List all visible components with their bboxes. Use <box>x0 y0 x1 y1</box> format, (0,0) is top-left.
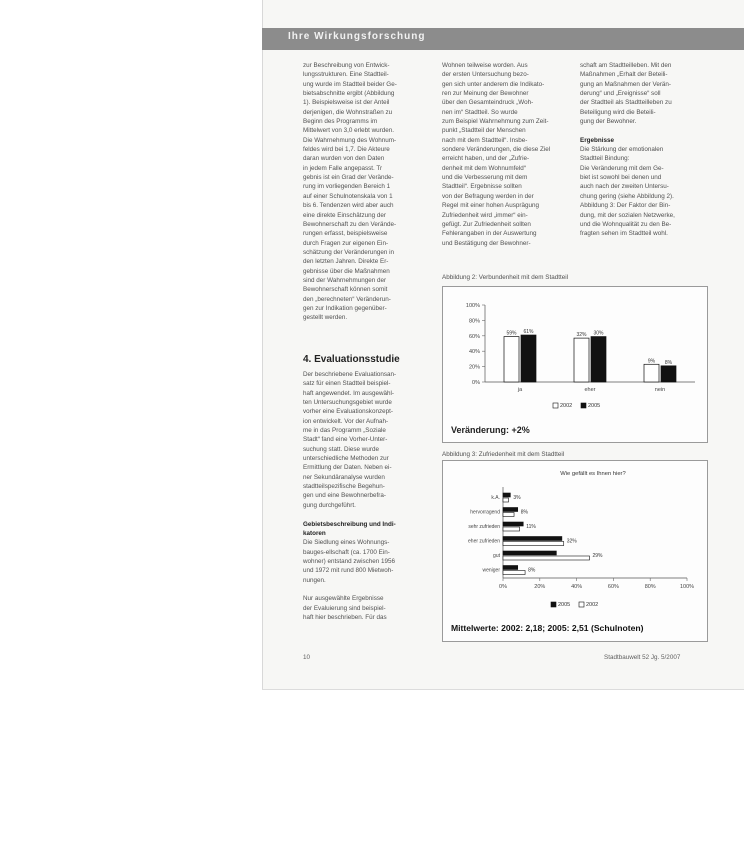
text-line: Die Stärkung der emotionalen <box>580 146 664 154</box>
bar-2002-gut <box>503 556 589 560</box>
data-label: 9% <box>647 358 656 365</box>
data-label: 32% <box>576 332 587 339</box>
text-line: Wohnen teilweise worden. Aus <box>442 62 528 69</box>
x-tick-label: eher <box>584 387 596 393</box>
text-line: erreicht haben, und der „Zufrie- <box>442 155 530 163</box>
figure-3-chart <box>442 460 708 642</box>
text-line: Maßnahmen „Erhalt der Beteili- <box>580 71 668 79</box>
x-tick-label: ja <box>517 387 523 393</box>
bar-2005-ja <box>521 335 536 382</box>
text-line: unterschiedliche Methoden zur <box>303 455 389 463</box>
text-line: von der Befragung werden in der <box>442 192 534 200</box>
chart-title: Wie gefällt es Ihnen hier? <box>560 471 626 477</box>
bar-2002-eher <box>574 338 589 382</box>
x-tick-label: 0% <box>499 584 507 590</box>
x-tick-label: 80% <box>644 584 656 590</box>
text-line: Regel mit einer hohen Ausprägung <box>442 202 539 210</box>
page-edge <box>262 0 263 690</box>
page-number: 10 <box>303 654 311 661</box>
text-line: gestellt werden. <box>303 314 348 322</box>
legend-swatch <box>551 602 556 607</box>
text-line: nach mit dem Stadtteil“. Insbe- <box>442 136 528 144</box>
data-label: 32% <box>566 538 577 545</box>
text-line: und 1972 mit rund 800 Mietwoh- <box>303 567 394 575</box>
text-line: chung gering (siehe Abbildung 2). <box>580 192 674 200</box>
page-header-title: Ihre Wirkungsforschung <box>288 31 426 42</box>
text-line: der ersten Untersuchung bezo- <box>442 71 529 79</box>
figure-3-result: Mittelwerte: 2002: 2,18; 2005: 2,51 (Schulnoten) <box>451 623 644 633</box>
text-line: gefügt. Zur Zufriedenheit sollten <box>442 220 531 228</box>
text-line: haft angewendet. Im ausgewähl- <box>303 389 395 397</box>
legend-label: 2002 <box>586 602 599 608</box>
journal-footer: Stadtbauwelt 52 Jg. 5/2007 <box>604 654 681 661</box>
text-line: Beginn des Programms im <box>303 118 378 126</box>
spacer <box>303 510 430 519</box>
text-line: ten Untersuchungsgebiet wurde <box>303 399 392 407</box>
text-line: der Stadtteil als Stadtteilleben zu <box>580 99 672 107</box>
y-tick-label: k.A. <box>491 495 500 501</box>
x-tick-label: 20% <box>534 584 546 590</box>
legend-swatch <box>581 403 586 408</box>
text-line: suchung statt. Diese wurde <box>303 445 379 453</box>
section-heading: 4. Evaluationsstudie <box>303 354 400 365</box>
text-line: Fehlerangaben in der Auswertung <box>442 230 537 238</box>
text-line: Gebietsbeschreibung und Indi- <box>303 520 396 528</box>
text-line: vorher eine Evaluationskonzept- <box>303 408 393 416</box>
y-tick-label: hervorragend <box>470 509 500 516</box>
text-line: den „berechneten“ Veränderun- <box>303 295 391 303</box>
text-line: dung, mit der sozialen Netzwerke, <box>580 211 675 219</box>
text-line: derjenigen, die Wohnstraßen zu <box>303 108 393 116</box>
y-tick-label: 0% <box>472 380 480 386</box>
bar-2005-nein <box>661 366 676 382</box>
text-line: gen zur Indikation gegenüber- <box>303 304 387 312</box>
data-label: 8% <box>528 567 536 574</box>
column-2-text <box>442 61 569 248</box>
spacer <box>580 126 707 135</box>
legend-swatch <box>553 403 558 408</box>
figure-2-svg <box>443 287 707 442</box>
figure-2-chart <box>442 286 708 443</box>
data-label: 59% <box>506 330 517 337</box>
text-line: über den Gesamteindruck „Woh- <box>442 99 534 107</box>
text-line: katoren <box>303 529 326 537</box>
text-line: sondere Veränderungen, die diese Ziel <box>442 146 551 154</box>
bar-2002-eher zufrieden <box>503 542 564 546</box>
text-line: nen im“ Stadtteil. So wurde <box>442 108 518 116</box>
text-line: gen und eine Bewohnerbefra- <box>303 492 386 500</box>
data-label: 30% <box>593 330 604 337</box>
bar-2005-weniger <box>503 566 518 570</box>
bar-2002-weniger <box>503 571 525 575</box>
y-tick-label: weniger <box>482 567 500 574</box>
figure-3-caption: Abbildung 3: Zufriedenheit mit dem Stadtteil <box>442 451 565 458</box>
text-line: eine direkte Einschätzung der <box>303 211 386 219</box>
text-line: ion entwickelt. Vor der Aufnah- <box>303 417 389 425</box>
text-line: Bewohnerschaft zu den Verände- <box>303 220 397 228</box>
text-line: Bewohnerschaft können somit <box>303 286 388 294</box>
text-line: in jedem Falle angepasst. Tr <box>303 164 383 172</box>
text-line: biet ist sowohl bei denen und <box>580 174 662 182</box>
text-line: Der beschriebene Evaluationsan- <box>303 371 397 378</box>
data-label: 61% <box>523 329 534 336</box>
column-3-text <box>580 61 707 239</box>
data-label: 11% <box>526 524 536 530</box>
text-line: Mittelwert von 3,0 erlebt wurden. <box>303 127 394 135</box>
text-line: gung an Maßnahmen der Verän- <box>580 80 672 88</box>
text-line: und die Verbesserung mit dem <box>442 174 528 182</box>
data-label: 29% <box>592 553 603 559</box>
text-line: Zufriedenheit wird „immer“ ein- <box>442 211 528 219</box>
text-line: durch Fragen zur eigenen Ein- <box>303 239 389 247</box>
text-line: Die Veränderung mit dem Ge- <box>580 164 664 172</box>
figure-2-caption: Abbildung 2: Verbundenheit mit dem Stadtteil <box>442 274 569 281</box>
y-tick-label: 80% <box>468 318 480 325</box>
figure-3-svg <box>443 461 707 641</box>
text-line: und die Wohnqualität zu den Be- <box>580 220 672 228</box>
bar-2002-hervorragend <box>503 513 514 517</box>
bar-2002-nein <box>644 364 659 382</box>
text-line: nungen. <box>303 576 326 584</box>
bar-2005-eher <box>591 337 606 382</box>
text-line: Die Wahrnehmung des Wohnum- <box>303 136 397 144</box>
text-line: gebnis ist ein Grad der Verände- <box>303 174 394 182</box>
text-line: bis 6. Tendenzen wird aber auch <box>303 202 394 210</box>
text-line: Beteiligung wird die Beteili- <box>580 108 656 116</box>
data-label: 8% <box>664 359 673 366</box>
bar-2002-k.A. <box>503 498 509 502</box>
text-line: schaft am Stadtteilleben. Mit den <box>580 62 672 69</box>
legend-label: 2005 <box>558 602 571 608</box>
text-line: den letzten Jahren. Direkte Er- <box>303 258 389 266</box>
text-line: bauges-ellschaft (ca. 1700 Ein- <box>303 548 390 556</box>
y-tick-label: 40% <box>468 349 480 356</box>
text-line: auf einer Schulnotenskala von 1 <box>303 192 393 200</box>
text-line: derung“ und „Ereignisse“ soll <box>580 90 661 98</box>
text-line: lungsstrukturen. Eine Stadtteil- <box>303 71 389 79</box>
text-line: me in das Programm „Soziale <box>303 427 386 435</box>
y-tick-label: 100% <box>465 303 480 309</box>
text-line: Stadtteil“. Ergebnisse sollten <box>442 183 522 191</box>
x-tick-label: 60% <box>607 584 619 590</box>
text-line: rungen erfasst, beispielsweise <box>303 230 388 238</box>
x-tick-label: nein <box>654 387 666 393</box>
text-line: haft hier beschrieben. Für das <box>303 613 387 621</box>
legend-swatch <box>579 602 584 607</box>
data-label: 3% <box>513 495 521 501</box>
text-line: punkt „Stadtteil der Menschen <box>442 127 526 135</box>
text-line: rung im vorliegenden Bereich 1 <box>303 183 391 191</box>
y-tick-label: gut <box>493 553 500 559</box>
legend-label: 2005 <box>588 403 601 409</box>
text-line: daran wurden von den Daten <box>303 155 385 163</box>
text-line: schätzung der Veränderungen in <box>303 248 395 256</box>
text-line: ren zur Meinung der Bewohner <box>442 90 529 98</box>
text-line: fragten sehen im Stadtteil wohl. <box>580 230 668 238</box>
text-line: feldes wird bei 1,7. Die Akteure <box>303 146 390 154</box>
bar-2002-sehr zufrieden <box>503 527 520 531</box>
bar-2005-hervorragend <box>503 508 518 512</box>
text-line: ung wurde im Stadtteil beider Ge- <box>303 80 397 88</box>
text-line: Nur ausgewählte Ergebnisse <box>303 595 384 603</box>
text-line: gung der Bewohner. <box>580 118 637 126</box>
data-label: 8% <box>520 509 528 516</box>
text-line: Stadt“ fand eine Vorher-Unter- <box>303 436 388 444</box>
text-line: wohner) entstand zwischen 1956 <box>303 557 396 565</box>
text-line: Die Siedlung eines Wohnungs- <box>303 539 390 547</box>
text-line: Abbildung 3: Der Faktor der Bin- <box>580 202 671 210</box>
text-line: und Bestätigung der Bewohner- <box>442 239 531 247</box>
x-tick-label: 100% <box>679 584 695 590</box>
legend-label: 2002 <box>560 403 573 409</box>
bar-2005-k.A. <box>503 493 510 497</box>
column-1-text <box>303 61 430 323</box>
bar-2005-gut <box>503 551 556 555</box>
x-tick-label: 40% <box>571 584 583 590</box>
y-tick-label: 60% <box>468 333 480 340</box>
text-line: auch nach der zweiten Untersu- <box>580 183 669 191</box>
text-line: gen sich unter anderem die Indikato- <box>442 80 545 88</box>
bar-2005-sehr zufrieden <box>503 522 523 526</box>
text-line: zum Beispiel Wahrnehmung zum Zeit- <box>442 118 549 126</box>
text-line: der Evaluierung sind beispiel- <box>303 604 386 612</box>
column-1-lower-text <box>303 370 430 622</box>
y-tick-label: sehr zufrieden <box>468 524 500 530</box>
text-line: zur Beschreibung von Entwick- <box>303 62 390 69</box>
text-line: bietsabschnitte ergibt (Abbildung <box>303 90 395 98</box>
text-line: Stadtteil Bindung: <box>580 155 630 163</box>
text-line: Ermittlung der Daten. Neben ei- <box>303 464 392 472</box>
page-bottom-edge <box>262 689 744 690</box>
bar-2005-eher zufrieden <box>503 537 562 541</box>
y-tick-label: 20% <box>468 364 480 371</box>
text-line: denheit mit dem Wohnumfeld“ <box>442 164 526 172</box>
text-line: stadtteilspezifische Begehun- <box>303 483 385 491</box>
text-line <box>303 585 430 594</box>
y-tick-label: eher zufrieden <box>468 538 500 545</box>
text-line: gung durchgeführt. <box>303 501 356 509</box>
bar-2002-ja <box>504 337 519 382</box>
ergebnisse-heading: Ergebnisse <box>580 136 614 144</box>
text-line: 1). Beispielsweise ist der Anteil <box>303 99 390 107</box>
text-line: sind der Wahrnehmungen der <box>303 276 387 284</box>
text-line: satz für einen Stadtteil beispiel- <box>303 380 391 388</box>
text-line: ner Sekundäranalyse wurden <box>303 473 385 481</box>
text-line: gebnisse über die Maßnahmen <box>303 267 390 275</box>
figure-2-result: Veränderung: +2% <box>451 425 530 435</box>
